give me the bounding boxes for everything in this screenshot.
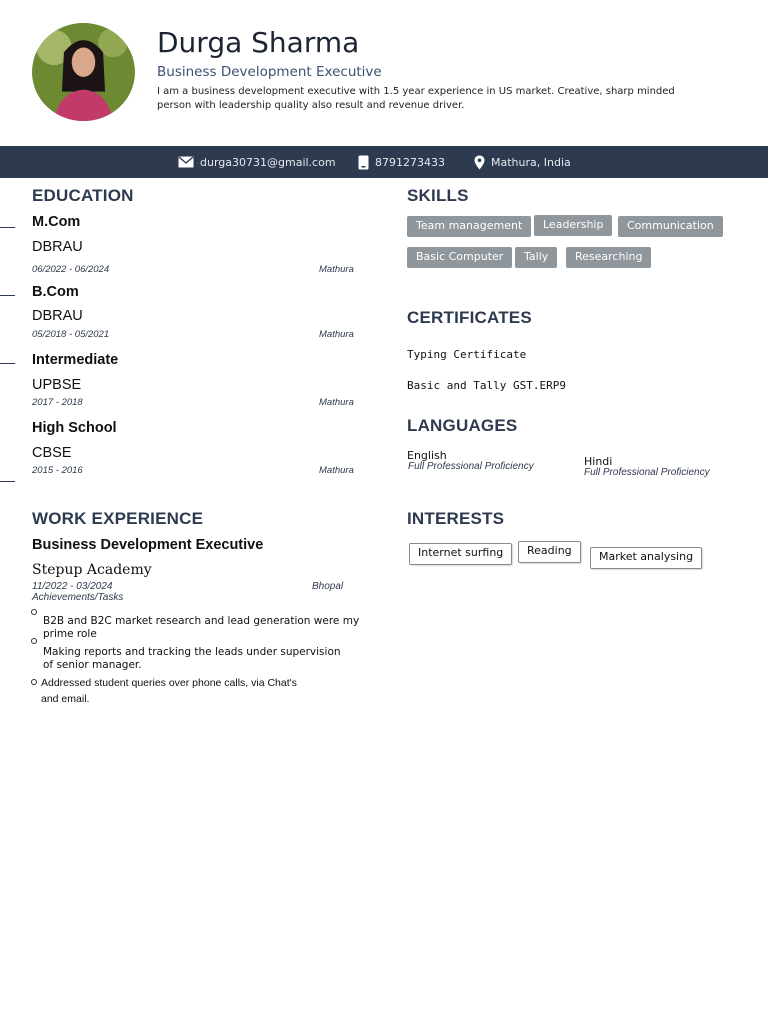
- education-location: Mathura: [319, 329, 354, 340]
- interest-tag: Market analysing: [590, 547, 702, 569]
- profile-photo: [32, 23, 135, 121]
- work-date: 11/2022 - 03/2024: [32, 581, 113, 592]
- work-company: Stepup Academy: [32, 562, 152, 578]
- certificates-heading: CERTIFICATES: [407, 308, 532, 327]
- skill-tag: Basic Computer: [407, 247, 512, 268]
- certificate-item: Typing Certificate: [407, 348, 527, 361]
- education-school: DBRAU: [32, 308, 83, 324]
- education-date: 05/2018 - 05/2021: [32, 329, 110, 340]
- interest-tag: Reading: [518, 541, 581, 563]
- education-location: Mathura: [319, 397, 354, 408]
- bullet-icon: [31, 609, 37, 615]
- education-school: CBSE: [32, 445, 72, 461]
- education-school: DBRAU: [32, 239, 83, 255]
- contact-phone-text: 8791273433: [375, 155, 445, 169]
- work-task: B2B and B2C market research and lead generation were my prime role: [43, 615, 360, 640]
- education-degree: Intermediate: [32, 352, 119, 368]
- timeline-tick: [0, 227, 15, 228]
- skill-tag: Tally: [515, 247, 557, 268]
- language-name: English: [407, 449, 447, 462]
- work-experience-heading: WORK EXPERIENCE: [32, 509, 204, 528]
- phone-icon: [358, 155, 369, 170]
- candidate-title: Business Development Executive: [157, 64, 382, 80]
- contact-email-text: durga30731@gmail.com: [200, 155, 336, 169]
- education-degree: M.Com: [32, 214, 81, 230]
- work-tasks-label: Achievements/Tasks: [32, 592, 124, 603]
- work-role: Business Development Executive: [32, 537, 264, 553]
- bullet-icon: [31, 638, 37, 644]
- contact-bar: [0, 146, 768, 178]
- education-location: Mathura: [319, 465, 354, 476]
- education-degree: High School: [32, 420, 117, 436]
- interest-tag: Internet surfing: [409, 543, 512, 565]
- bullet-icon: [31, 679, 37, 685]
- language-proficiency: Full Professional Proficiency: [408, 461, 534, 472]
- timeline-tick: [0, 295, 15, 296]
- contact-email[interactable]: [178, 146, 336, 178]
- certificate-item: Basic and Tally GST.ERP9: [407, 379, 566, 392]
- work-task: Making reports and tracking the leads under supervision of senior manager.: [43, 646, 341, 671]
- education-location: Mathura: [319, 264, 354, 275]
- education-heading: EDUCATION: [32, 186, 134, 205]
- skills-heading: SKILLS: [407, 186, 469, 205]
- interests-heading: INTERESTS: [407, 509, 505, 528]
- skill-tag: Leadership: [534, 215, 612, 236]
- education-date: 2017 - 2018: [32, 397, 83, 408]
- location-pin-icon: [474, 155, 485, 170]
- email-icon: [178, 156, 194, 168]
- profile-photo-image: [32, 23, 135, 121]
- skill-tag: Researching: [566, 247, 651, 268]
- contact-location-text: Mathura, India: [491, 155, 571, 169]
- timeline-tick: [0, 481, 15, 482]
- profile-summary: I am a business development executive with 1.5 year experience in US market. Creative, sharp minded person with leadership quality also result and revenue driver.: [157, 86, 675, 111]
- education-school: UPBSE: [32, 377, 82, 393]
- education-degree: B.Com: [32, 284, 79, 300]
- work-task: Addressed student queries over phone calls, via Chat's and email.: [41, 677, 297, 705]
- education-date: 2015 - 2016: [32, 465, 83, 476]
- language-name: Hindi: [584, 455, 613, 468]
- work-location: Bhopal: [312, 581, 344, 592]
- skill-tag: Communication: [618, 216, 723, 237]
- languages-heading: LANGUAGES: [407, 416, 518, 435]
- timeline-tick: [0, 363, 15, 364]
- education-date: 06/2022 - 06/2024: [32, 264, 110, 275]
- candidate-name: Durga Sharma: [157, 26, 360, 59]
- language-proficiency: Full Professional Proficiency: [584, 467, 710, 478]
- contact-phone[interactable]: [358, 146, 445, 178]
- contact-location: [474, 146, 571, 178]
- skill-tag: Team management: [407, 216, 531, 237]
